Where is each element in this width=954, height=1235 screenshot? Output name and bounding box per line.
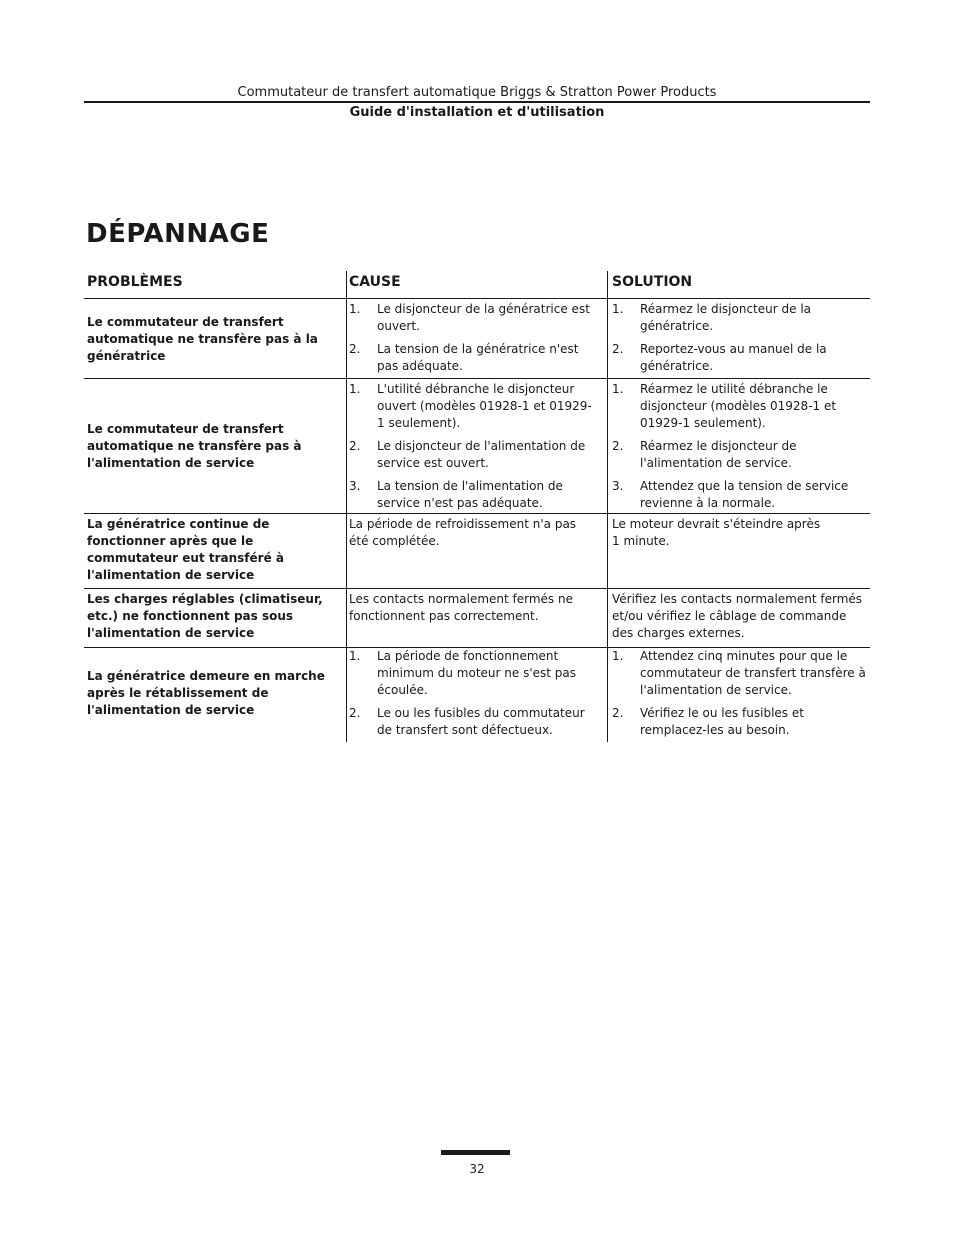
column-divider bbox=[346, 648, 347, 742]
header-rule bbox=[84, 101, 870, 103]
solution-text: Vérifiez les contacts normalement fermés et/ou vérifiez le câblage de commande des charges externes. bbox=[612, 592, 863, 640]
table-row bbox=[84, 647, 870, 742]
column-divider bbox=[346, 514, 347, 589]
problem-cell bbox=[87, 652, 337, 734]
problem-text: La génératrice continue de fonctionner après que le commutateur eut transféré à l'alimentation de service bbox=[87, 517, 284, 582]
problem-cell bbox=[87, 381, 337, 512]
page-number: 32 bbox=[469, 1162, 485, 1176]
cause-text: La période de refroidissement n'a pas été complétée. bbox=[349, 517, 577, 548]
problem-cell bbox=[87, 303, 337, 375]
item-number: 2. bbox=[349, 439, 361, 453]
cause-text: Les contacts normalement fermés ne fonctionnent pas correctement. bbox=[349, 592, 573, 623]
list-item bbox=[612, 648, 866, 699]
item-number: 3. bbox=[349, 479, 361, 493]
item-text: Le disjoncteur de la génératrice est ouvert. bbox=[377, 302, 590, 333]
item-number: 2. bbox=[349, 706, 361, 720]
column-divider bbox=[346, 589, 347, 648]
list-item bbox=[349, 438, 599, 472]
column-divider bbox=[607, 648, 608, 742]
solution-cell bbox=[612, 301, 866, 375]
column-divider bbox=[607, 589, 608, 648]
solution-cell bbox=[612, 381, 866, 512]
item-number: 1. bbox=[612, 649, 624, 663]
item-text: Attendez cinq minutes pour que le commutateur de transfert transfère à l'alimentation de service. bbox=[640, 649, 866, 697]
solution-text: Le moteur devrait s'éteindre après 1 minute. bbox=[612, 517, 821, 548]
item-number: 1. bbox=[612, 382, 624, 396]
problem-cell bbox=[87, 516, 337, 584]
column-divider bbox=[346, 271, 347, 298]
footer-bar bbox=[441, 1150, 510, 1155]
item-number: 3. bbox=[612, 479, 624, 493]
item-text: Réarmez le disjoncteur de l'alimentation de service. bbox=[640, 439, 797, 470]
item-text: La tension de l'alimentation de service n'est pas adéquate. bbox=[377, 479, 563, 510]
column-divider bbox=[607, 299, 608, 379]
item-number: 2. bbox=[612, 439, 624, 453]
list-item bbox=[612, 705, 866, 739]
cause-cell bbox=[349, 648, 599, 739]
list-item bbox=[612, 301, 866, 335]
list-item bbox=[349, 648, 599, 699]
problem-cell bbox=[87, 591, 327, 642]
table-row bbox=[84, 513, 870, 589]
item-number: 1. bbox=[349, 649, 361, 663]
header-title: Commutateur de transfert automatique Briggs & Stratton Power Products bbox=[237, 85, 717, 100]
header-subtitle: Guide d'installation et d'utilisation bbox=[349, 105, 605, 120]
item-text: La tension de la génératrice n'est pas adéquate. bbox=[377, 342, 579, 373]
column-divider bbox=[607, 379, 608, 514]
item-text: Réarmez le disjoncteur de la génératrice. bbox=[640, 302, 811, 333]
list-item bbox=[349, 478, 599, 512]
item-text: Attendez que la tension de service revienne à la normale. bbox=[640, 479, 849, 510]
item-text: Le disjoncteur de l'alimentation de service est ouvert. bbox=[377, 439, 586, 470]
cause-cell bbox=[349, 381, 599, 512]
table-row bbox=[84, 298, 870, 379]
column-divider bbox=[346, 299, 347, 379]
list-item bbox=[349, 381, 599, 432]
item-text: Vérifiez le ou les fusibles et remplacez-les au besoin. bbox=[640, 706, 804, 737]
solution-cell bbox=[612, 648, 866, 739]
list-item bbox=[349, 705, 599, 739]
column-header-cause: CAUSE bbox=[349, 274, 401, 290]
item-number: 2. bbox=[612, 706, 624, 720]
item-text: Reportez-vous au manuel de la génératrice. bbox=[640, 342, 827, 373]
problem-text: Les charges réglables (climatiseur, etc.) ne fonctionnent pas sous l'alimentation de service bbox=[87, 592, 323, 640]
item-text: L'utilité débranche le disjoncteur ouvert (modèles 01928-1 et 01929-1 seulement). bbox=[377, 382, 592, 430]
item-number: 2. bbox=[349, 342, 361, 356]
item-number: 1. bbox=[349, 302, 361, 316]
item-number: 2. bbox=[612, 342, 624, 356]
list-item bbox=[612, 341, 866, 375]
list-item bbox=[612, 381, 866, 432]
column-divider bbox=[607, 514, 608, 589]
item-number: 1. bbox=[612, 302, 624, 316]
column-header-solution: SOLUTION bbox=[612, 274, 693, 290]
problem-text: La génératrice demeure en marche après le rétablissement de l'alimentation de service bbox=[87, 668, 325, 717]
column-header-problems: PROBLÈMES bbox=[87, 274, 183, 290]
column-divider bbox=[346, 379, 347, 514]
section-title: DÉPANNAGE bbox=[86, 219, 270, 249]
column-divider bbox=[607, 271, 608, 298]
item-text: Réarmez le utilité débranche le disjoncteur (modèles 01928-1 et 01929-1 seulement). bbox=[640, 382, 837, 430]
problem-text: Le commutateur de transfert automatique ne transfère pas à la génératrice bbox=[87, 314, 318, 363]
cause-cell bbox=[349, 301, 599, 375]
item-number: 1. bbox=[349, 382, 361, 396]
problem-text: Le commutateur de transfert automatique ne transfère pas à l'alimentation de service bbox=[87, 422, 302, 470]
table-row bbox=[84, 588, 870, 648]
item-text: Le ou les fusibles du commutateur de transfert sont défectueux. bbox=[377, 706, 585, 737]
list-item bbox=[349, 341, 599, 375]
list-item bbox=[612, 478, 866, 512]
list-item bbox=[349, 301, 599, 335]
list-item bbox=[612, 438, 866, 472]
item-text: La période de fonctionnement minimum du moteur ne s'est pas écoulée. bbox=[377, 649, 577, 697]
table-row bbox=[84, 378, 870, 514]
